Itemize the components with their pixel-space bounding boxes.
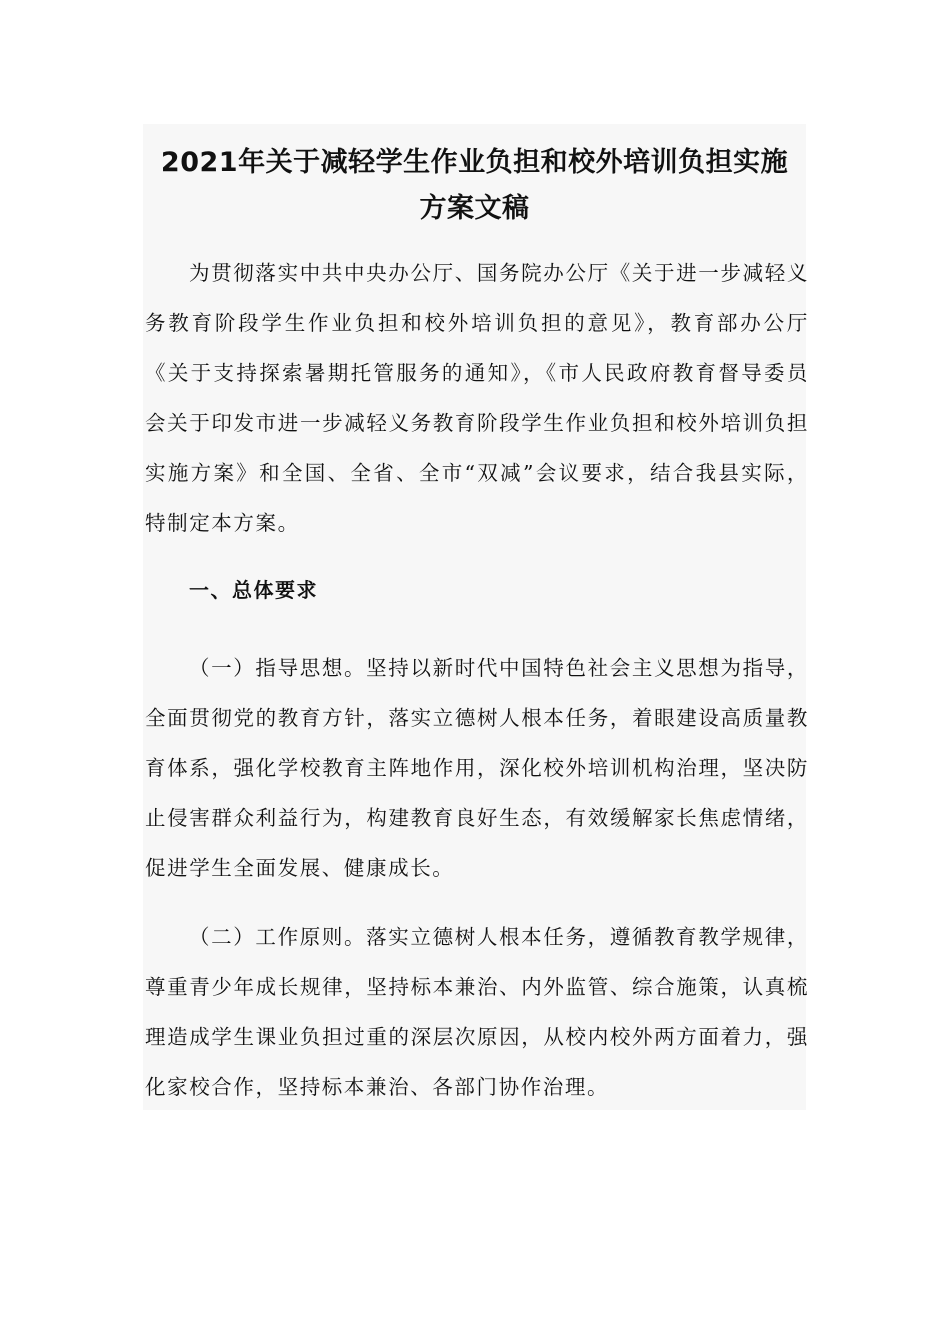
section-heading: 一、总体要求 xyxy=(189,578,318,602)
document-title-line-2: 方案文稿 xyxy=(419,193,530,224)
document-title-line-1: 2021年关于减轻学生作业负担和校外培训负担实施 xyxy=(160,147,789,178)
document-body xyxy=(143,124,809,1110)
work-principles-paragraph: （二）工作原则。落实立德树人根本任务，遵循教育教学规律，尊重青少年成长规律，坚持标本兼治、内外监管、综合施策，认真梳理造成学生课业负担过重的深层次原因，从校内校外两方面着力，强化家校合作，坚持标本兼治、各部门协作治理。 xyxy=(145,925,809,1099)
intro-paragraph: 为贯彻落实中共中央办公厅、国务院办公厅《关于进一步减轻义务教育阶段学生作业负担和校外培训负担的意见》，教育部办公厅《关于支持探索暑期托管服务的通知》，《市人民政府教育督导委员会关于印发市进一步减轻义务教育阶段学生作业负担和校外培训负担实施方案》和全国、全省、全市“双减”会议要求，结合我县实际，特制定本方案。 xyxy=(145,261,809,535)
guiding-ideology-paragraph: （一）指导思想。坚持以新时代中国特色社会主义思想为指导，全面贯彻党的教育方针，落实立德树人根本任务，着眼建设高质量教育体系，强化学校教育主阵地作用，深化校外培训机构治理，坚决防止侵害群众利益行为，构建教育良好生态，有效缓解家长焦虑情绪，促进学生全面发展、健康成长。 xyxy=(145,656,809,880)
